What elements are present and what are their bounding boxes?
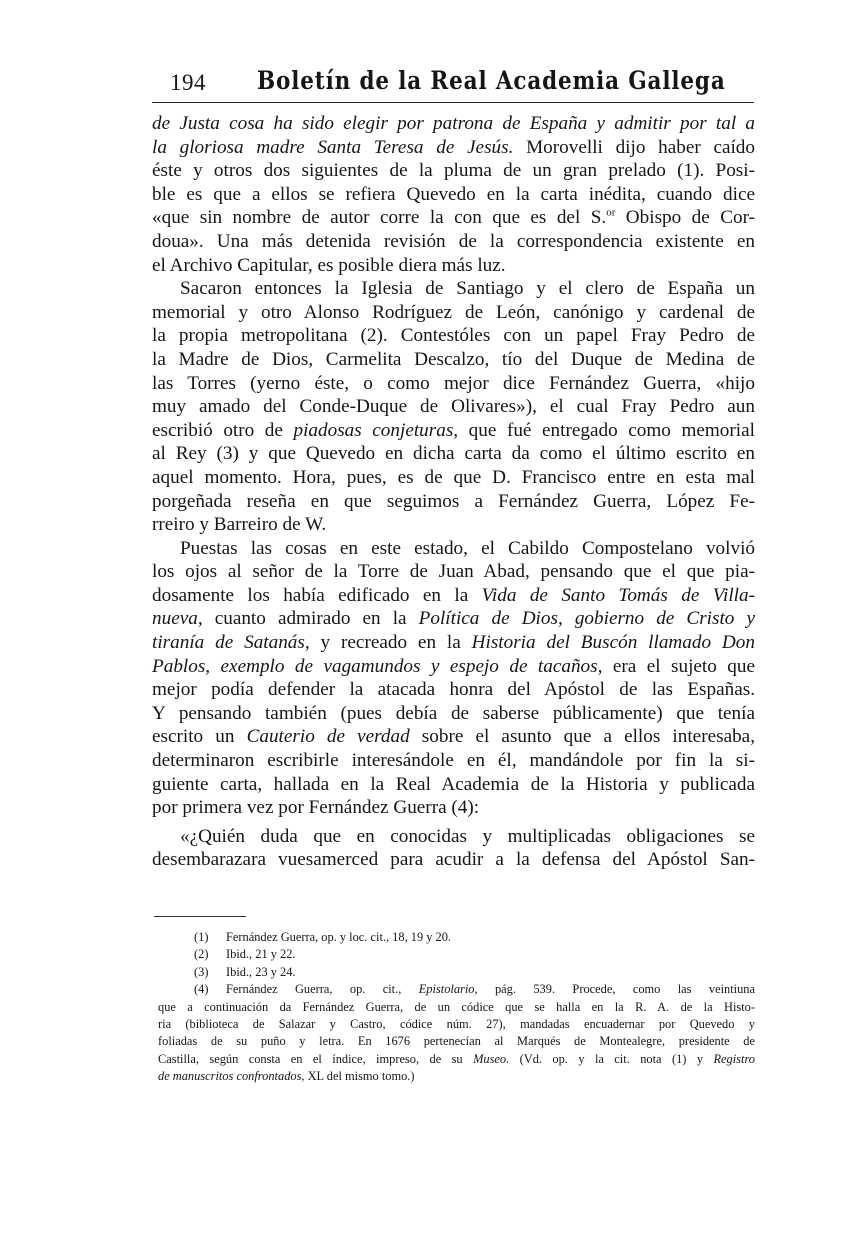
text-line: de Justa cosa ha sido elegir por patrona de España y admitir por tal a — [152, 113, 755, 134]
text-line: la propia metropolitana (2). Contestóles con un papel Fray Pedro de — [152, 325, 755, 347]
text-line: desembarazara vuesamerced para acudir a la defensa del Apóstol San- — [152, 849, 755, 871]
text-line: nueva, cuanto admirado en la Política de Dios, gobierno de Cristo y — [152, 608, 756, 630]
text-line: Pablos, exemplo de vagamundos y espejo de tacaños, era el sujeto que — [152, 655, 755, 677]
running-header — [152, 62, 754, 103]
paragraph-start: Puestas las cosas en este estado, el Cabildo Compostelano volvió — [180, 537, 755, 559]
footnote-rule — [154, 916, 246, 917]
page-number: 194 — [170, 70, 206, 95]
footnote-4-line: foliadas de su puño y letra. En 1676 pertenecían al Marqués de Montealegre, presidente de — [158, 1034, 755, 1049]
text-line: Y pensando también (pues debía de saberse públicamente) que tenía — [152, 702, 755, 724]
footnote-4-line: de manuscritos confrontados, XL del mismo tomo.) — [158, 1069, 415, 1084]
text-line: determinaron escribirle interesándole en él, mandándole por fin la si- — [152, 750, 755, 772]
text-line: los ojos al señor de la Torre de Juan Abad, pensando que el que pia- — [152, 561, 755, 583]
text-line: rreiro y Barreiro de W. — [152, 514, 327, 536]
text-line: al Rey (3) y que Quevedo en dicha carta da como el último escrito en — [152, 443, 755, 465]
text-line: escrito un Cauterio de verdad sobre el asunto que a ellos interesaba, — [152, 726, 755, 748]
text-line: «que sin nombre de autor corre la con que es del S.$^{or}$ Obispo de Cor- — [152, 206, 755, 229]
footnote-4: (4) Fernández Guerra, op. cit., Epistolario, pág. 539. Procede, como las veintiuna — [194, 982, 755, 997]
paragraph-start: Sacaron entonces la Iglesia de Santiago y el clero de España un — [180, 278, 755, 300]
footnote-4-line: Castilla, según consta en el índice, impreso, de su Museo. (Vd. op. y la cit. nota (1) y Registro — [158, 1051, 755, 1066]
text-line: ble es que a ellos se refiera Quevedo en la carta inédita, cuando dice — [152, 183, 755, 205]
footnote-4-line: que a continuación da Fernández Guerra, de un códice que se halla en la R. A. de la Histo- — [158, 999, 755, 1014]
text-line: guiente carta, hallada en la Real Academia de la Historia y publicada — [152, 773, 755, 795]
text-line: memorial y otro Alonso Rodríguez de León, canónigo y cardenal de — [152, 301, 755, 323]
text-line: éste y otros dos siguientes de la pluma de un gran prelado (1). Posi- — [152, 160, 755, 182]
text-line: aquel momento. Hora, pues, es de que D. Francisco entre en esta mal — [152, 466, 755, 488]
text-line: mejor podía defender la atacada honra del Apóstol de las Españas. — [152, 679, 755, 701]
body-text — [152, 112, 755, 872]
text-line: las Torres (yerno éste, o como mejor dice Fernández Guerra, «hijo — [152, 372, 755, 394]
running-title: Boletín de la Real Academia Gallega — [257, 66, 726, 95]
text-line: tiranía de Satanás, y recreado en la Historia del Buscón llamado Don — [152, 632, 755, 654]
footnote-1: (1) Fernández Guerra, op. y loc. cit., 18, 19 y 20. — [194, 930, 452, 944]
footnote-4-line: ria (biblioteca de Salazar y Castro, códice núm. 27), mandadas encuadernar por Quevedo y — [158, 1016, 755, 1031]
footnote-3: (3) Ibid., 23 y 24. — [194, 964, 296, 979]
text-line: la gloriosa madre Santa Teresa de Jesús. Morovelli dijo haber caído — [152, 136, 755, 158]
footnote-2: (2) Ibid., 21 y 22. — [194, 947, 296, 962]
text-line: por primera vez por Fernández Guerra (4): — [152, 797, 480, 819]
text-line: muy amado del Conde-Duque de Olivares»), el cual Fray Pedro aun — [152, 396, 755, 418]
text-line: la Madre de Dios, Carmelita Descalzo, tío del Duque de Medina de — [152, 348, 755, 370]
text-line: dosamente los había edificado en la Vida de Santo Tomás de Villa- — [152, 584, 755, 606]
text-line: escribió otro de piadosas conjeturas, que fué entregado como memorial — [152, 419, 755, 441]
footnotes — [158, 929, 755, 1086]
text-line: porgeñada reseña en que seguimos a Fernández Guerra, López Fe- — [152, 490, 755, 512]
quotation-start: «¿Quién duda que en conocidas y multiplicadas obligaciones se — [180, 825, 755, 847]
text-line: el Archivo Capitular, es posible diera más luz. — [152, 254, 506, 276]
text-line: doua». Una más detenida revisión de la correspondencia existente en — [152, 230, 755, 252]
